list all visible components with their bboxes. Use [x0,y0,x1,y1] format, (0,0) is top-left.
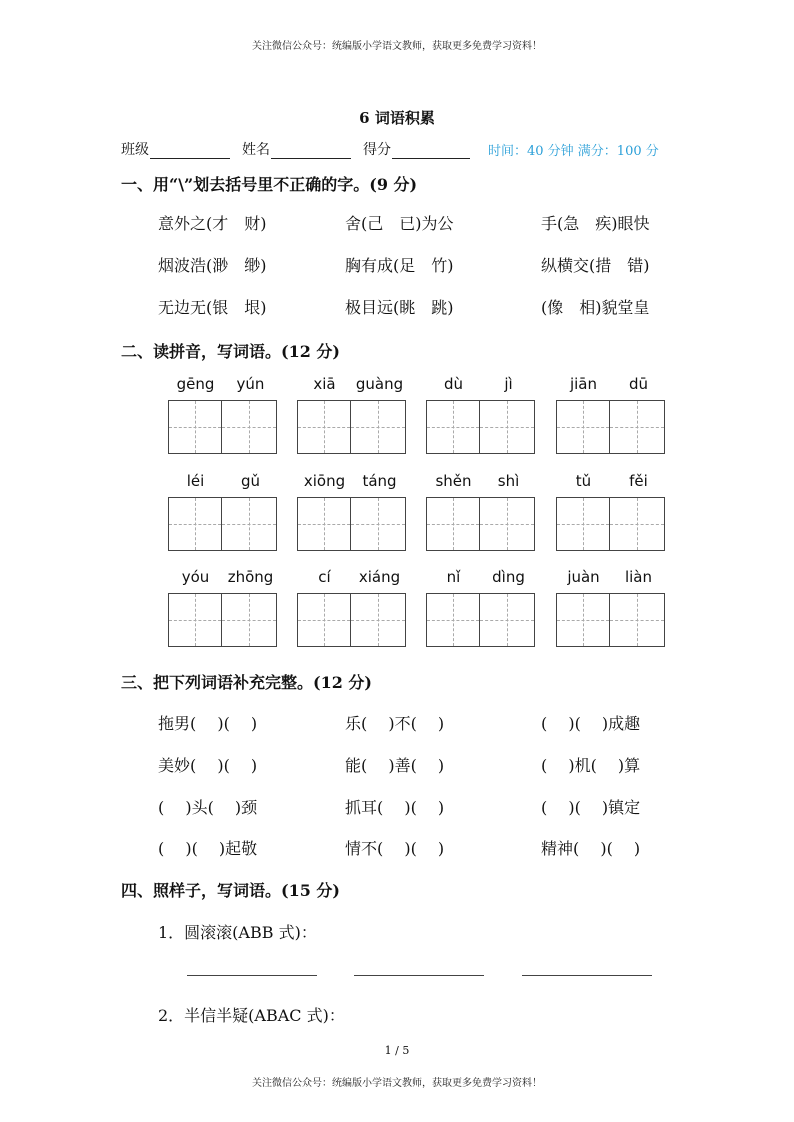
writing-box[interactable] [168,400,222,454]
section3-item: 拖男( )( ) [158,714,258,733]
writing-box[interactable] [222,497,277,551]
pinyin: nǐ [446,568,461,586]
writing-box[interactable] [297,593,351,647]
section3-item: 抓耳( )( ) [345,798,445,817]
pinyin: cí [318,568,331,586]
pinyin: yún [236,375,265,393]
section1-item: 极目远(眺 跳) [345,298,454,317]
section3-item: ( )机( )算 [541,756,641,775]
writing-box[interactable] [480,400,535,454]
pinyin: juàn [567,568,600,586]
section1-item: 意外之(才 财) [158,214,267,233]
section1-item: (像 相)貌堂皇 [541,298,650,317]
section1-item: 烟波浩(渺 缈) [158,256,267,275]
score-blank [392,142,470,159]
page-title: 6 词语积累 [359,109,435,127]
section1-item: 无边无(银 垠) [158,298,267,317]
time-score-info: 时间：40 分钟 满分：100 分 [488,144,659,159]
writing-box[interactable] [610,497,665,551]
student-info-row [121,139,676,159]
section1-heading: 一、用“\”划去括号里不正确的字。(9 分) [121,175,418,194]
section3-item: ( )( )镇定 [541,798,641,817]
pinyin: dù [443,375,464,393]
section4-item1: 1．圆滚滚(ABB 式)： [158,923,317,942]
pinyin: guàng [355,375,404,393]
writing-box[interactable] [426,400,480,454]
writing-box[interactable] [610,593,665,647]
writing-box[interactable] [556,400,610,454]
score-label: 得分 [363,142,391,158]
section3-item: ( )( )成趣 [541,714,641,733]
section2-heading: 二、读拼音，写词语。(12 分) [121,342,340,361]
section1-item: 纵横交(措 错) [541,256,650,275]
pinyin: shěn [435,472,472,490]
writing-box[interactable] [426,593,480,647]
pinyin: gēng [176,375,215,393]
section3-item: 乐( )不( ) [345,714,445,733]
writing-box[interactable] [222,593,277,647]
writing-box[interactable] [556,593,610,647]
pinyin: dìng [492,568,525,586]
page-number: 1 / 5 [384,1044,410,1057]
pinyin: tǔ [575,472,592,490]
writing-box[interactable] [480,593,535,647]
answer-line[interactable] [354,975,484,976]
pinyin: liàn [624,568,653,586]
pinyin: léi [186,472,205,490]
writing-box[interactable] [222,400,277,454]
writing-box[interactable] [351,400,406,454]
writing-box[interactable] [480,497,535,551]
header-note: 关注微信公众号：统编版小学语文教师，获取更多免费学习资料！ [252,41,542,52]
name-label: 姓名 [242,142,270,158]
pinyin: xiáng [358,568,401,586]
pinyin: jì [504,375,513,393]
section1-item: 胸有成(足 竹) [345,256,454,275]
section1-item: 手(急 疾)眼快 [541,214,650,233]
pinyin: xiōng [303,472,346,490]
pinyin: jiān [569,375,598,393]
writing-box[interactable] [168,593,222,647]
section1-item: 舍(己 已)为公 [345,214,454,233]
writing-box[interactable] [297,497,351,551]
footer-note: 关注微信公众号：统编版小学语文教师，获取更多免费学习资料！ [252,1078,542,1089]
answer-line[interactable] [187,975,317,976]
writing-box[interactable] [351,497,406,551]
pinyin: zhōng [227,568,274,586]
name-blank [271,142,351,159]
pinyin: fěi [629,472,648,490]
pinyin: táng [362,472,397,490]
section3-heading: 三、把下列词语补充完整。(12 分) [121,673,372,692]
writing-box[interactable] [351,593,406,647]
section3-item: 情不( )( ) [345,839,445,858]
writing-box[interactable] [556,497,610,551]
pinyin: yóu [181,568,210,586]
pinyin: gǔ [240,472,261,490]
section3-item: 精神( )( ) [541,839,641,858]
writing-box[interactable] [610,400,665,454]
section4-item2: 2．半信半疑(ABAC 式)： [158,1006,345,1025]
answer-line[interactable] [522,975,652,976]
section3-item: 美妙( )( ) [158,756,258,775]
pinyin: shì [497,472,520,490]
class-label: 班级 [121,142,149,158]
writing-box[interactable] [297,400,351,454]
pinyin: dū [628,375,649,393]
pinyin: xiā [313,375,336,393]
class-blank [150,142,230,159]
section3-item: ( )头( )颈 [158,798,258,817]
section3-item: ( )( )起敬 [158,839,258,858]
section4-heading: 四、照样子，写词语。(15 分) [121,881,340,900]
section3-item: 能( )善( ) [345,756,445,775]
writing-box[interactable] [168,497,222,551]
writing-box[interactable] [426,497,480,551]
